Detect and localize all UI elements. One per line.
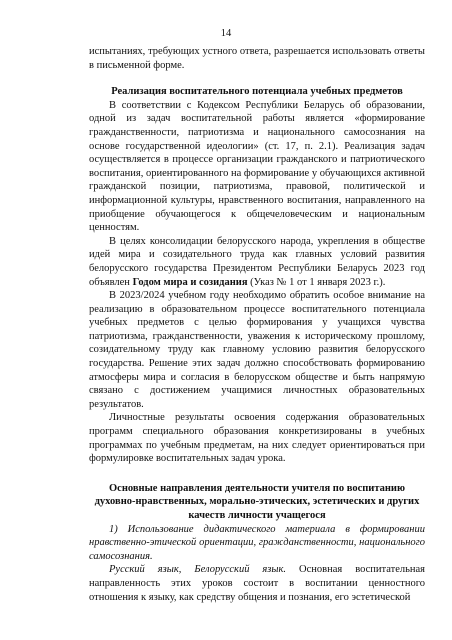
paragraph-personal-results: Личностные результаты освоения содержания образовательных программ специального образования конкретизированы в учебных программах по учебным предметам, на них следует ориентироваться при формулировке воспитательных задач урока. xyxy=(89,412,425,465)
year-of-peace-bold: Годом мира и созидания xyxy=(132,276,248,288)
paragraph-continuation: испытаниях, требующих устного ответа, разрешается использовать ответы в письменной форме. xyxy=(89,46,425,71)
languages-italic: Русский язык, Белорусский язык. xyxy=(109,564,287,576)
page-content xyxy=(89,45,425,604)
page-number: 14 xyxy=(220,28,232,39)
paragraph-didactic-material xyxy=(89,523,425,564)
paragraph-year-of-peace xyxy=(89,235,425,289)
paragraph-school-year-2023-2024: В 2023/2024 учебном году необходимо обратить особое внимание на реализацию в образовательном процессе воспитательного потенциала учебных предметов с целью формирования у учащихся чувства патриотизма, гражданственности, уважения к историческому прошлому, созидательному труду как главному условию развития белорусского государства. Решение этих задач должно способствовать формированию атмосферы мира и согласия в белорусском обществе и быть напрямую связано с достижением учащимися личностных образовательных результатов. xyxy=(89,290,425,410)
section-heading-upbringing-potential: Реализация воспитательного потенциала учебных предметов xyxy=(111,86,403,98)
paragraph-year-of-peace-text-1: В целях консолидации белорусского народа, укрепления в обществе идей мира и созидательного труда как главных условий развития белорусского государства Президентом Республики Беларусь 2023 год объявлен xyxy=(89,235,425,288)
section-heading-teacher-activity: Основные направления деятельности учителя по воспитанию духовно-нравственных, морально-этических, эстетических и других качеств личности учащегося xyxy=(94,482,420,521)
paragraph-education-code: В соответствии с Кодексом Республики Беларусь об образовании, одной из задач воспитательной работы является «формирование гражданственности, патриотизма и национального самосознания на основе государственной идеологии» (ст. 17, п. 2.1). Реализация задач осуществляется в процессе организации гражданского и патриотического воспитания, ориентированного на формирование у обучающихся активной гражданской позиции, патриотизма, правовой, политической и информационной культуры, нравственного воспитания, направленного на приобщение обучающегося к общечеловеческим и национальным ценностям. xyxy=(89,99,425,234)
languages-text: Основная воспитательная направленность этих уроков состоит в воспитании ценностного отношения к языку, как средству общения и познания, его эстетической xyxy=(89,564,425,603)
paragraph-year-of-peace-text-2: (Указ № 1 от 1 января 2023 г.). xyxy=(247,276,386,288)
didactic-material-italic: 1) Использование дидактического материала в формировании нравственно-этической ориентации, гражданственности, национального самосознания. xyxy=(89,523,425,562)
paragraph-languages xyxy=(89,563,425,604)
